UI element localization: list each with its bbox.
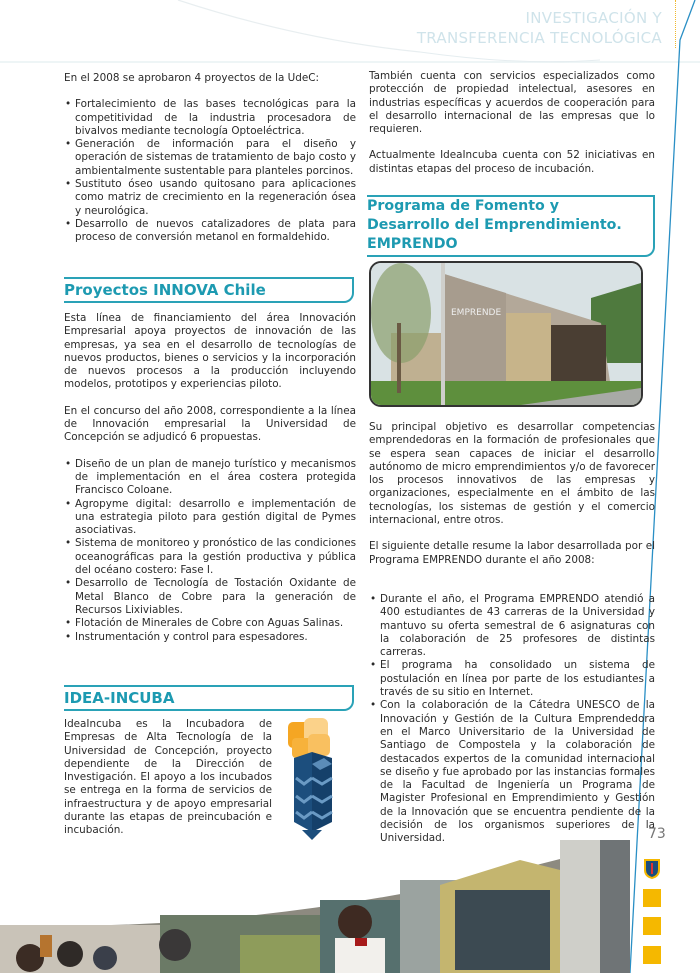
list-item: • Diseño de un plan de manejo turístico y mecanismos de implementación en el área costera protegida Francisco Coloane. <box>64 458 356 498</box>
header-line-1: INVESTIGACIÓN Y <box>525 9 662 27</box>
emprendo-paragraph-2: El siguiente detalle resume la labor desarrollada por el Programa EMPRENDO durante el año 2008: <box>369 540 655 566</box>
building-sign: EMPRENDE <box>451 308 502 318</box>
ideaincuba-logo-icon <box>282 712 342 842</box>
list-item: • Instrumentación y control para espesadores. <box>64 631 356 644</box>
incuba-initiatives-paragraph: Actualmente IdeaIncuba cuenta con 52 iniciativas en distintas etapas del proceso de incubación. <box>369 149 655 175</box>
list-item: • Agropyme digital: desarrollo e implementación de una estrategia piloto para gestión digital de Pymes asociativas. <box>64 498 356 538</box>
header-line-2: TRANSFERENCIA TECNOLÓGICA <box>416 29 662 47</box>
footer-photo-collage <box>0 840 630 973</box>
emprendo-title-line-3: EMPRENDO <box>367 236 458 252</box>
innova-title: Proyectos INNOVA Chile <box>64 281 266 299</box>
list-item: • Sistema de monitoreo y pronóstico de las condiciones oceanográficas para la gestión productiva y pública del océano costero: Fase I. <box>64 537 356 577</box>
right-column <box>369 70 655 189</box>
innova-paragraph-1: Esta línea de financiamiento del área Innovación Empresarial apoya proyectos de innovación de las empresas, ya sea en el desarrollo de tecnologías de nuevos productos, bienes o servicios y la incorporación de nuevos procesos a la producción incluyendo modelos, prototipos y experiencias piloto. <box>64 312 356 391</box>
list-item: • Fortalecimiento de las bases tecnológicas para la competitividad de la industria procesadora de bivalvos mediante tecnología Optoeléctrica. <box>64 98 356 138</box>
emprendo-heading <box>367 195 655 257</box>
emprendo-building-photo <box>369 261 643 407</box>
innova-project-list <box>64 458 356 644</box>
list-item: • Con la colaboración de la Cátedra UNESCO de la Innovación y Gestión de la Cultura Emprendedora en el Marco Universitario de la Universidad de Santiago de Compostela y la colaboración de destacados expertos de la comunidad internacional se diseño y fue aprobado por las instancias formales de la Facultad de Ingeniería un Programa de Magister Profesional en Emprendimiento y Gestión de la Innovación que se encuentra pendiente de la decisión de los organismos superiores de la Universidad. <box>369 699 655 845</box>
list-item: • Sustituto óseo usando quitosano para aplicaciones como matriz de crecimiento en la regeneración ósea y neurológica. <box>64 178 356 218</box>
list-item: • Generación de información para el diseño y operación de sistemas de tratamiento de bajo costo y ambientalmente sustentable para planteles porcinos. <box>64 138 356 178</box>
color-marker-2 <box>643 917 661 935</box>
incuba-services-paragraph: También cuenta con servicios especializados como protección de propiedad intelectual, asesores en industrias específicas y acuerdos de cooperación para el desarrollo internacional de las empresas que lo requieren. <box>369 70 655 136</box>
list-item: • Flotación de Minerales de Cobre con Aguas Salinas. <box>64 617 356 630</box>
incuba-section <box>64 718 272 851</box>
incuba-title: IDEA-INCUBA <box>64 689 175 707</box>
university-crest-icon <box>643 858 661 880</box>
incuba-paragraph: IdeaIncuba es la Incubadora de Empresas de Alta Tecnología de la Universidad de Concepción, proyecto dependiente de la Dirección de Investigación. El apoyo a los incubados se entrega en la forma de servicios de infraestructura y de apoyo empresarial durante las etapas de preincubación e incubación. <box>64 718 272 837</box>
building-illustration <box>371 263 641 405</box>
innova-section <box>64 312 356 657</box>
udec-project-list <box>64 98 356 244</box>
list-item: • El programa ha consolidado un sistema de postulación en línea por parte de los estudiantes a través de su sitio en Internet. <box>369 659 655 699</box>
innova-paragraph-2: En el concurso del año 2008, correspondiente a la línea de Innovación empresarial la Universidad de Concepción se adjudicó 6 propuestas. <box>64 404 356 444</box>
emprendo-section <box>369 421 655 859</box>
list-item: • Desarrollo de nuevos catalizadores de plata para proceso de conversión metanol en formaldehido. <box>64 218 356 245</box>
innova-heading <box>64 277 354 303</box>
list-item: • Durante el año, el Programa EMPRENDO atendió a 400 estudiantes de 43 carreras de la Universidad y mantuvo su oferta semestral de 6 asignaturas con la colaboración de 25 profesores de distintas carreras. <box>369 593 655 659</box>
color-marker-1 <box>643 889 661 907</box>
emprendo-activity-list <box>369 593 655 846</box>
emprendo-title-line-2: Desarrollo del Emprendimiento. <box>367 217 622 233</box>
emprendo-paragraph-1: Su principal objetivo es desarrollar competencias emprendedoras en la formación de profesionales que se espera sean capaces de iniciar el desarrollo autónomo de micro emprendimientos y/o de favorecer los procesos innovativos de las empresas y organizaciones, especialmente en el ámbito de las tecnologías, los sistemas de gestión y el comercio internacional, entre otros. <box>369 421 655 527</box>
emprendo-title-line-1: Programa de Fomento y <box>367 198 559 214</box>
page-number: 73 <box>648 826 666 842</box>
incuba-heading <box>64 685 354 711</box>
udec-intro: En el 2008 se aprobaron 4 proyectos de la UdeC: <box>64 72 320 84</box>
left-column <box>64 72 356 258</box>
list-item: • Desarrollo de Tecnología de Tostación Oxidante de Metal Blanco de Cobre para la generación de Recursos Lixiviables. <box>64 577 356 617</box>
color-marker-3 <box>643 946 661 964</box>
